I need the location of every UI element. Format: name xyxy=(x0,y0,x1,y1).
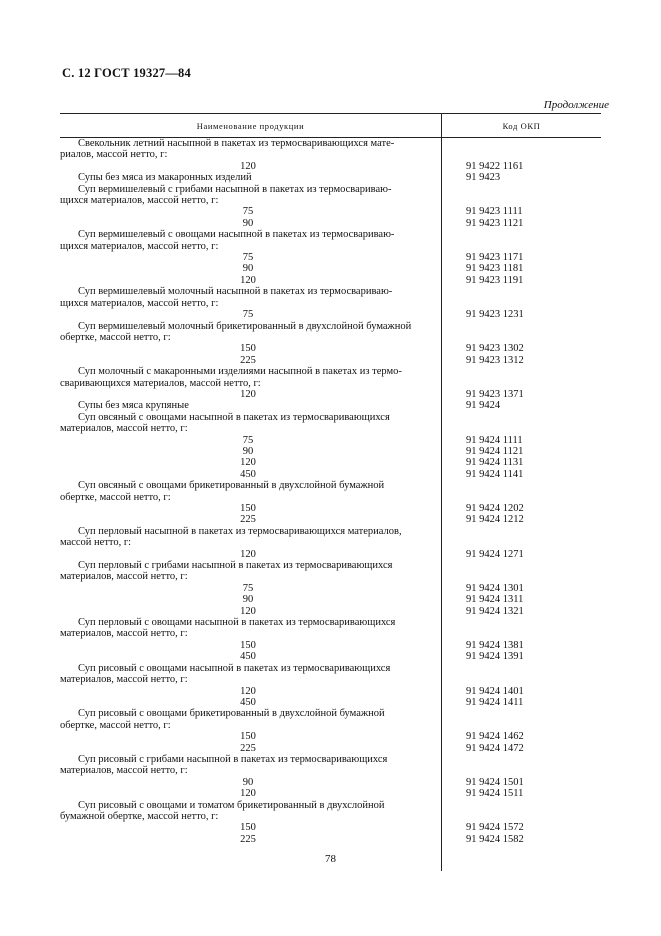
table-row xyxy=(60,628,601,639)
product-name-cell: Суп перловый с овощами насыпной в пакетах из термосваривающихся xyxy=(78,617,396,629)
okp-code-cell: 91 9424 1111 xyxy=(466,434,523,446)
table-row xyxy=(60,184,601,195)
okp-code-cell xyxy=(441,332,601,343)
product-name-cell: Свекольник летний насыпной в пакетах из термосваривающихся мате- xyxy=(78,138,395,149)
table-row xyxy=(60,206,601,217)
table-row xyxy=(60,286,601,297)
table-row xyxy=(60,252,601,263)
net-weight-cell: 150 xyxy=(240,343,256,355)
product-name-cell: обертке, массой нетто, г: xyxy=(60,719,171,731)
table-row xyxy=(60,138,601,149)
table-row xyxy=(60,743,601,754)
product-name-cell: Супы без мяса крупяные xyxy=(78,400,189,412)
table-row xyxy=(60,241,601,252)
okp-code-cell: 91 9424 1321 xyxy=(466,605,524,617)
product-name-cell: Суп перловый с грибами насыпной в пакетах из термосваривающихся xyxy=(78,560,393,572)
table-row xyxy=(60,560,601,571)
table-row xyxy=(60,321,601,332)
product-name-cell: материалов, массой нетто, г: xyxy=(60,628,188,640)
okp-code-cell xyxy=(441,811,601,822)
okp-code-cell xyxy=(441,708,601,719)
okp-code-cell: 91 9424 1212 xyxy=(466,514,524,526)
net-weight-cell: 225 xyxy=(240,742,256,754)
product-name-cell: риалов, массой нетто, г: xyxy=(60,149,168,161)
column-header-okp-code: Код ОКП xyxy=(502,120,541,131)
table-row xyxy=(60,298,601,309)
product-name-cell: Супы без мяса из макаронных изделий xyxy=(78,172,252,184)
okp-code-cell xyxy=(441,617,601,628)
okp-code-cell: 91 9424 1401 xyxy=(466,685,524,697)
product-name-cell: Суп перловый насыпной в пакетах из термосваривающихся материалов, xyxy=(78,525,402,537)
okp-code-cell: 91 9424 1411 xyxy=(466,696,524,708)
okp-code-cell: 91 9424 1462 xyxy=(466,731,524,743)
table-row xyxy=(60,503,601,514)
product-name-cell: Суп овсяный с овощами брикетированный в двухслойной бумажной xyxy=(78,480,385,492)
okp-code-cell: 91 9424 1311 xyxy=(466,594,524,606)
net-weight-cell: 120 xyxy=(240,685,256,697)
product-table xyxy=(60,113,601,845)
okp-code-cell xyxy=(441,765,601,776)
table-row xyxy=(60,651,601,662)
net-weight-cell: 450 xyxy=(240,696,256,708)
table-row xyxy=(60,161,601,172)
net-weight-cell: 75 xyxy=(242,252,254,264)
table-row xyxy=(60,583,601,594)
table-row xyxy=(60,788,601,799)
table-row xyxy=(60,435,601,446)
okp-code-cell: 91 9424 1131 xyxy=(466,457,524,469)
okp-code-cell: 91 9424 1381 xyxy=(466,639,524,651)
net-weight-cell: 120 xyxy=(240,274,256,286)
product-name-cell: Суп рисовый с грибами насыпной в пакетах из термосваривающихся xyxy=(78,753,388,765)
net-weight-cell: 150 xyxy=(240,731,256,743)
table-row xyxy=(60,731,601,742)
okp-code-cell: 91 9423 1171 xyxy=(466,252,524,264)
product-name-cell: материалов, массой нетто, г: xyxy=(60,571,188,583)
net-weight-cell: 75 xyxy=(242,309,254,321)
table-row xyxy=(60,492,601,503)
okp-code-cell xyxy=(441,378,601,389)
okp-code-cell xyxy=(441,366,601,377)
product-name-cell: материалов, массой нетто, г: xyxy=(60,674,188,686)
net-weight-cell: 450 xyxy=(240,468,256,480)
net-weight-cell: 75 xyxy=(242,582,254,594)
table-row xyxy=(60,457,601,468)
okp-code-cell xyxy=(441,800,601,811)
table-row xyxy=(60,800,601,811)
table-row xyxy=(60,606,601,617)
okp-code-cell: 91 9424 1301 xyxy=(466,582,524,594)
product-name-cell: щихся материалов, массой нетто, г: xyxy=(60,240,219,252)
okp-code-cell xyxy=(441,628,601,639)
okp-code-cell: 91 9424 1582 xyxy=(466,833,524,845)
table-row xyxy=(60,765,601,776)
okp-code-cell xyxy=(441,492,601,503)
net-weight-cell: 225 xyxy=(240,354,256,366)
table-row xyxy=(60,412,601,423)
continuation-label: Продолжение xyxy=(543,99,609,111)
okp-code-cell xyxy=(441,241,601,252)
okp-code-cell xyxy=(441,663,601,674)
table-row xyxy=(60,480,601,491)
page-header: С. 12 ГОСТ 19327—84 xyxy=(62,66,191,80)
net-weight-cell: 450 xyxy=(240,651,256,663)
okp-code-cell: 91 9422 1161 xyxy=(466,160,524,172)
okp-code-cell: 91 9424 1391 xyxy=(466,651,524,663)
okp-code-cell: 91 9423 1302 xyxy=(466,343,524,355)
okp-code-cell: 91 9424 1501 xyxy=(466,776,524,788)
table-row xyxy=(60,686,601,697)
table-row xyxy=(60,400,601,411)
okp-code-cell: 91 9423 1111 xyxy=(466,206,523,218)
okp-code-cell: 91 9423 1312 xyxy=(466,354,524,366)
table-row xyxy=(60,663,601,674)
product-name-cell: Суп вермишелевый молочный брикетированный в двухслойной бумажной xyxy=(78,320,412,332)
okp-code-cell: 91 9424 1271 xyxy=(466,548,524,560)
okp-code-cell: 91 9423 1371 xyxy=(466,388,524,400)
okp-code-cell: 91 9424 1511 xyxy=(466,788,524,800)
table-row xyxy=(60,423,601,434)
net-weight-cell: 225 xyxy=(240,833,256,845)
table-row xyxy=(60,514,601,525)
okp-code-cell xyxy=(441,184,601,195)
net-weight-cell: 90 xyxy=(242,594,254,606)
product-name-cell: Суп овсяный с овощами насыпной в пакетах из термосваривающихся xyxy=(78,411,390,423)
product-name-cell: Суп рисовый с овощами и томатом брикетированный в двухслойной xyxy=(78,799,385,811)
net-weight-cell: 90 xyxy=(242,217,254,229)
okp-code-cell: 91 9424 1472 xyxy=(466,742,524,754)
net-weight-cell: 120 xyxy=(240,788,256,800)
product-name-cell: сваривающихся материалов, массой нетто, г: xyxy=(60,377,261,389)
table-row xyxy=(60,218,601,229)
table-row xyxy=(60,275,601,286)
table-body xyxy=(60,138,601,845)
table-row xyxy=(60,594,601,605)
okp-code-cell xyxy=(441,720,601,731)
net-weight-cell: 75 xyxy=(242,206,254,218)
net-weight-cell: 120 xyxy=(240,605,256,617)
net-weight-cell: 90 xyxy=(242,445,254,457)
product-name-cell: щихся материалов, массой нетто, г: xyxy=(60,297,219,309)
table-row xyxy=(60,754,601,765)
net-weight-cell: 120 xyxy=(240,160,256,172)
table-row xyxy=(60,309,601,320)
okp-code-cell xyxy=(441,754,601,765)
product-name-cell: Суп вермишелевый с овощами насыпной в пакетах из термосвариваю- xyxy=(78,229,395,241)
table-row xyxy=(60,617,601,628)
okp-code-cell xyxy=(441,537,601,548)
table-row xyxy=(60,229,601,240)
product-name-cell: Суп рисовый с овощами насыпной в пакетах из термосваривающихся xyxy=(78,662,391,674)
table-row xyxy=(60,332,601,343)
product-name-cell: щихся материалов, массой нетто, г: xyxy=(60,195,219,207)
okp-code-cell: 91 9424 1572 xyxy=(466,822,524,834)
okp-code-cell xyxy=(441,480,601,491)
table-row xyxy=(60,343,601,354)
table-row xyxy=(60,172,601,183)
okp-code-cell xyxy=(441,423,601,434)
okp-code-cell xyxy=(441,674,601,685)
table-row xyxy=(60,822,601,833)
table-row xyxy=(60,720,601,731)
table-row xyxy=(60,674,601,685)
okp-code-cell xyxy=(441,149,601,160)
table-row xyxy=(60,697,601,708)
net-weight-cell: 150 xyxy=(240,822,256,834)
okp-code-cell xyxy=(441,412,601,423)
table-row xyxy=(60,469,601,480)
table-row xyxy=(60,537,601,548)
table-row xyxy=(60,366,601,377)
product-name-cell: обертке, массой нетто, г: xyxy=(60,491,171,503)
product-name-cell: Суп вермишелевый с грибами насыпной в пакетах из термосвариваю- xyxy=(78,183,392,195)
product-name-cell: бумажной обертке, массой нетто, г: xyxy=(60,810,219,822)
okp-code-cell: 91 9424 1202 xyxy=(466,503,524,514)
net-weight-cell: 120 xyxy=(240,457,256,469)
table-row xyxy=(60,263,601,274)
okp-code-cell: 91 9424 1141 xyxy=(466,468,524,480)
okp-code-cell: 91 9424 1121 xyxy=(466,445,524,457)
table-row xyxy=(60,149,601,160)
product-name-cell: Суп молочный с макаронными изделиями насыпной в пакетах из термо- xyxy=(78,366,402,378)
product-name-cell: Суп рисовый с овощами брикетированный в двухслойной бумажной xyxy=(78,708,385,720)
okp-code-cell: 91 9424 xyxy=(466,400,501,412)
okp-code-cell xyxy=(441,138,601,149)
column-header-product-name: Наименование продукции xyxy=(60,114,442,137)
okp-code-cell xyxy=(441,571,601,582)
okp-code-cell xyxy=(441,286,601,297)
product-name-cell: обертке, массой нетто, г: xyxy=(60,331,171,343)
table-row xyxy=(60,526,601,537)
product-name-cell: массой нетто, г: xyxy=(60,537,132,549)
table-row xyxy=(60,640,601,651)
net-weight-cell: 75 xyxy=(242,434,254,446)
table-row xyxy=(60,811,601,822)
net-weight-cell: 225 xyxy=(240,514,256,526)
product-name-cell: материалов, массой нетто, г: xyxy=(60,765,188,777)
table-header xyxy=(60,113,601,138)
table-row xyxy=(60,446,601,457)
table-row xyxy=(60,195,601,206)
okp-code-cell xyxy=(441,229,601,240)
product-name-cell: Суп вермишелевый молочный насыпной в пакетах из термосвариваю- xyxy=(78,286,393,298)
net-weight-cell: 90 xyxy=(242,263,254,275)
table-row xyxy=(60,571,601,582)
table-row xyxy=(60,549,601,560)
product-name-cell: материалов, массой нетто, г: xyxy=(60,423,188,435)
okp-code-cell xyxy=(441,195,601,206)
okp-code-cell: 91 9423 1121 xyxy=(466,217,524,229)
okp-code-cell: 91 9423 1231 xyxy=(466,309,524,321)
table-row xyxy=(60,708,601,719)
table-row xyxy=(60,355,601,366)
okp-code-cell xyxy=(441,298,601,309)
okp-code-cell: 91 9423 xyxy=(466,172,501,184)
net-weight-cell: 120 xyxy=(240,548,256,560)
table-row xyxy=(60,777,601,788)
page-number: 78 xyxy=(325,853,336,865)
okp-code-cell: 91 9423 1181 xyxy=(466,263,524,275)
net-weight-cell: 90 xyxy=(242,776,254,788)
okp-code-cell xyxy=(441,321,601,332)
net-weight-cell: 150 xyxy=(240,639,256,651)
table-row xyxy=(60,389,601,400)
net-weight-cell: 150 xyxy=(240,503,256,514)
table-row xyxy=(60,834,601,845)
okp-code-cell xyxy=(441,526,601,537)
okp-code-cell xyxy=(441,560,601,571)
net-weight-cell: 120 xyxy=(240,388,256,400)
table-row xyxy=(60,378,601,389)
okp-code-cell: 91 9423 1191 xyxy=(466,274,524,286)
